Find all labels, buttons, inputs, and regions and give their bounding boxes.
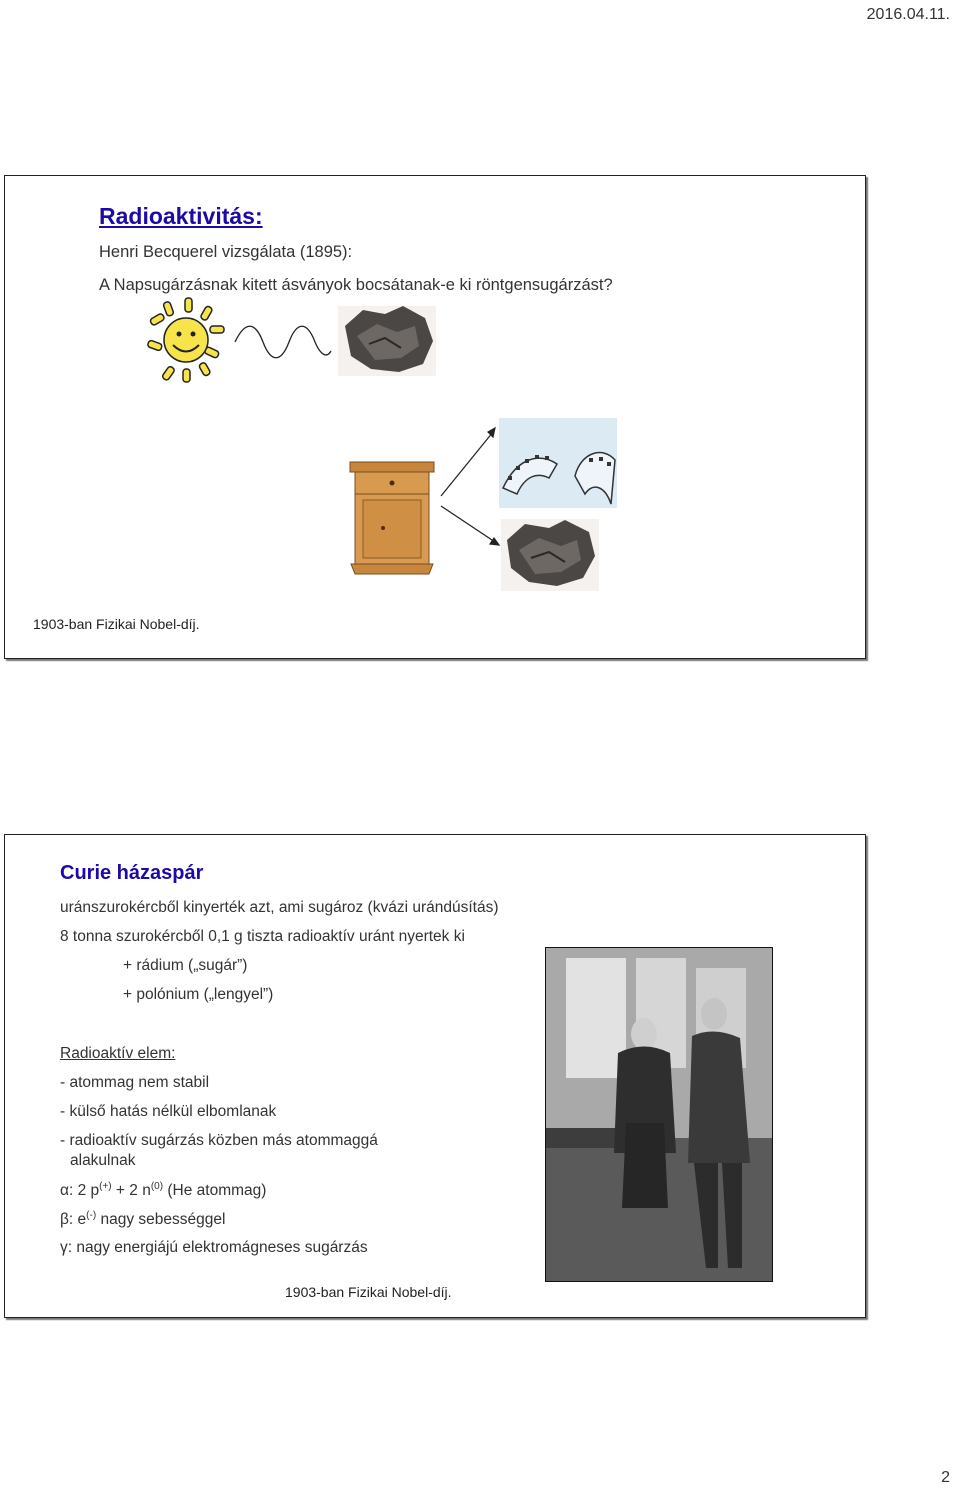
alpha-text: + 2 n xyxy=(111,1182,151,1200)
text-line: 8 tonna szurokércből 0,1 g tiszta radioaktív uránt nyertek ki xyxy=(60,928,465,945)
alpha-text: (He atommag) xyxy=(163,1182,267,1200)
beta-text: nagy sebességgel xyxy=(96,1211,226,1229)
text-line: + polónium („lengyel”) xyxy=(123,986,274,1003)
page-date: 2016.04.11. xyxy=(866,6,950,23)
slide-title: Radioaktivitás: xyxy=(99,203,263,229)
list-item: - radioaktív sugárzás közben más atommaggá xyxy=(60,1132,378,1149)
beta-charge: (-) xyxy=(86,1210,97,1221)
slide-curie xyxy=(4,834,866,1318)
alpha-charge: (0) xyxy=(150,1181,164,1192)
list-item: - külső hatás nélkül elbomlanak xyxy=(60,1103,277,1120)
list-item-continuation: alakulnak xyxy=(70,1152,136,1169)
film-icon xyxy=(499,418,617,508)
mineral-ore-icon xyxy=(338,306,436,376)
beta-text: β: e xyxy=(60,1211,87,1229)
alpha-line xyxy=(60,1181,266,1200)
text-line: Henri Becquerel vizsgálata (1895): xyxy=(99,243,353,261)
cabinet-icon xyxy=(350,462,434,574)
alpha-text: α: 2 p xyxy=(60,1182,100,1200)
text-line: uránszurokércből kinyerték azt, ami sugároz (kvázi urándúsítás) xyxy=(60,899,499,916)
becquerel-illustration xyxy=(5,176,865,656)
slide-radioactivity xyxy=(4,175,866,659)
sun-icon xyxy=(147,298,224,382)
text-line: + rádium („sugár”) xyxy=(123,957,248,974)
section-heading: Radioaktív elem: xyxy=(60,1045,176,1062)
mineral-ore-icon xyxy=(501,519,599,591)
curie-photo xyxy=(545,947,773,1282)
list-item: - atommag nem stabil xyxy=(60,1074,210,1091)
gamma-line: γ: nagy energiájú elektromágneses sugárzás xyxy=(60,1239,368,1256)
slide-footer: 1903-ban Fizikai Nobel-díj. xyxy=(285,1284,452,1300)
wave-icon xyxy=(235,326,331,358)
beta-line xyxy=(60,1210,225,1229)
slide-footer: 1903-ban Fizikai Nobel-díj. xyxy=(33,616,200,632)
slide-title: Curie házaspár xyxy=(60,862,204,884)
text-line: A Napsugárzásnak kitett ásványok bocsátanak-e ki röntgensugárzást? xyxy=(99,276,613,294)
page-number: 2 xyxy=(941,1469,950,1486)
arrows xyxy=(441,428,499,545)
alpha-charge: (+) xyxy=(99,1181,112,1192)
